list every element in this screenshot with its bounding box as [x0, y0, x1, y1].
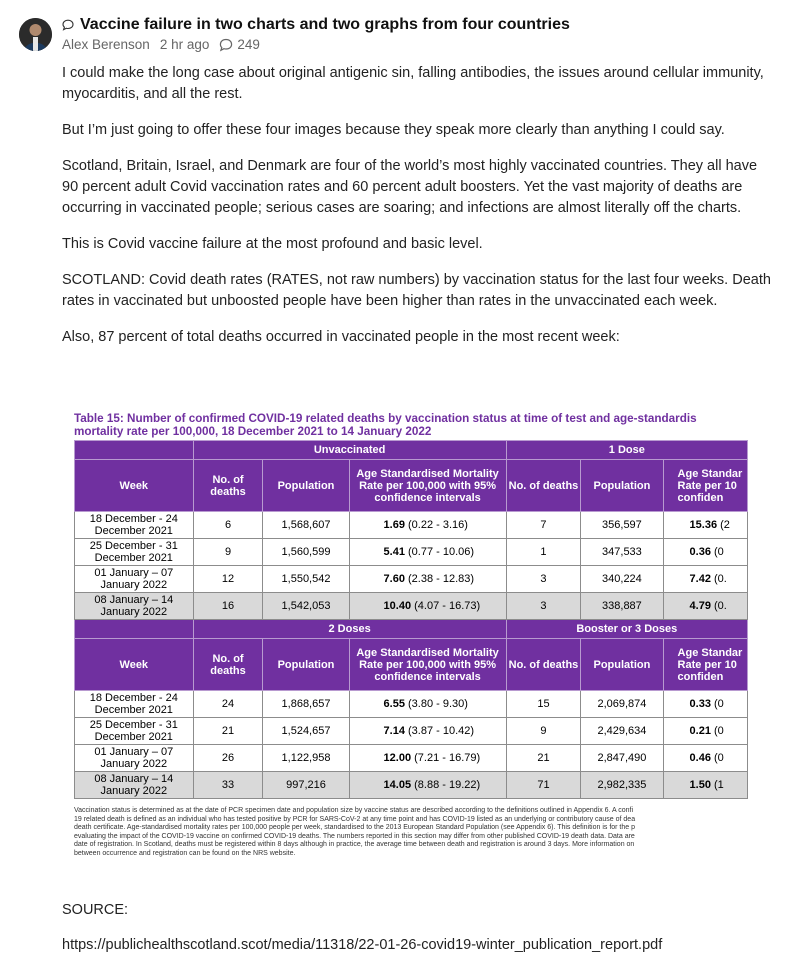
cell-rate: 1.69 (0.22 - 3.16): [349, 512, 506, 539]
table-row: [75, 512, 748, 539]
table-row: [75, 718, 748, 745]
cell-population: 1,550,542: [263, 566, 349, 593]
cell-population: 1,560,599: [263, 539, 349, 566]
report-footnote: [74, 807, 748, 859]
table-row: [75, 593, 748, 620]
cell-population: 2,982,335: [581, 772, 663, 799]
group-header-blank: [75, 620, 194, 639]
source-link[interactable]: https://publichealthscotland.scot/media/11318/22-01-26-covid19-winter_publication_report.pdf: [62, 937, 663, 953]
cell-rate: 0.33 (0: [663, 691, 747, 718]
cell-deaths: 15: [506, 691, 581, 718]
col-population: Population: [581, 460, 663, 512]
comments-link[interactable]: [219, 37, 260, 52]
footnote-line: between occurrence and registration can be found on the NRS website.: [74, 849, 296, 857]
cell-rate-value: 4.79: [689, 600, 711, 612]
paragraph: Also, 87 percent of total deaths occurred in vaccinated people in the most recent week:: [62, 329, 620, 345]
cell-deaths: 21: [506, 745, 581, 772]
group-header-row: [75, 441, 748, 460]
paragraph: Scotland, Britain, Israel, and Denmark are four of the world’s most highly vaccinated countries. They all have 90 percent adult Covid vaccination rates and 60 percent adult boosters. Yet the vast majority of deaths are occurring in vaccinated people; serious cases are soaring; and infections are almost literally off the charts.: [62, 158, 758, 216]
cell-rate: 10.40 (4.07 - 16.73): [349, 593, 506, 620]
cell-rate: 7.60 (2.38 - 12.83): [349, 566, 506, 593]
cell-rate-value: 7.60: [383, 573, 405, 585]
cell-rate-value: 0.33: [689, 698, 711, 710]
cell-rate: 0.36 (0: [663, 539, 747, 566]
cell-week: 25 December - 31 December 2021: [75, 718, 194, 745]
col-deaths: No. of deaths: [193, 460, 263, 512]
col-week: Week: [75, 460, 194, 512]
table-row: [75, 772, 748, 799]
cell-population: 2,429,634: [581, 718, 663, 745]
cell-week: 18 December - 24 December 2021: [75, 691, 194, 718]
column-header-row: [75, 460, 748, 512]
cell-rate-value: 12.00: [383, 752, 412, 764]
cell-deaths: 6: [193, 512, 263, 539]
footnote-line: 19 related death is defined as an individual who has tested positive by PCR for SARS-CoV-2 at any time point and has COVID-19 listed as an underlying or contributory cause of dea: [74, 815, 636, 823]
cell-deaths: 16: [193, 593, 263, 620]
cell-population: 1,868,657: [263, 691, 349, 718]
cell-rate: 0.46 (0: [663, 745, 747, 772]
cell-deaths: 9: [193, 539, 263, 566]
col-deaths: No. of deaths: [506, 460, 581, 512]
post-body: [62, 63, 777, 363]
cell-population: 1,122,958: [263, 745, 349, 772]
author-avatar[interactable]: [19, 18, 52, 51]
cell-rate: 15.36 (2: [663, 512, 747, 539]
cell-week: 01 January – 07 January 2022: [75, 745, 194, 772]
comment-count: 249: [237, 37, 260, 52]
cell-population: 1,524,657: [263, 718, 349, 745]
cell-rate-value: 14.05: [383, 779, 412, 791]
cell-deaths: 12: [193, 566, 263, 593]
post-time: 2 hr ago: [159, 37, 210, 52]
cell-population: 338,887: [581, 593, 663, 620]
paragraph: I could make the long case about original antigenic sin, falling antibodies, the issues around cellular immunity, myocarditis, and all the rest.: [62, 65, 764, 102]
col-deaths: No. of deaths: [193, 639, 263, 691]
col-deaths: No. of deaths: [506, 639, 581, 691]
paragraph: This is Covid vaccine failure at the most profound and basic level.: [62, 236, 483, 252]
footnote-line: death certificate. Age-standardised mortality rates per 100,000 people per week, standardised to the 2013 European Standard Population (see Appendix 6). This definition is for the p: [74, 824, 636, 832]
group-header-right: 1 Dose: [506, 441, 747, 460]
cell-rate: 14.05 (8.88 - 19.22): [349, 772, 506, 799]
cell-rate: 6.55 (3.80 - 9.30): [349, 691, 506, 718]
cell-rate-value: 6.55: [383, 698, 405, 710]
cell-deaths: 33: [193, 772, 263, 799]
cell-rate-value: 7.14: [383, 725, 405, 737]
group-header-row: [75, 620, 748, 639]
cell-deaths: 3: [506, 593, 581, 620]
paragraph: But I’m just going to offer these four images because they speak more clearly than anything I could say.: [62, 122, 725, 138]
deaths-table: [74, 440, 748, 799]
cell-week: 08 January – 14 January 2022: [75, 772, 194, 799]
cell-rate-value: 1.69: [383, 519, 405, 531]
cell-deaths: 7: [506, 512, 581, 539]
group-header-left: 2 Doses: [193, 620, 506, 639]
cell-week: 08 January – 14 January 2022: [75, 593, 194, 620]
cell-population: 347,533: [581, 539, 663, 566]
cell-population: 1,542,053: [263, 593, 349, 620]
col-population: Population: [263, 460, 349, 512]
col-population: Population: [263, 639, 349, 691]
col-rate-cut: Age Standar Rate per 10 confiden: [663, 639, 747, 691]
cell-rate-value: 5.41: [383, 546, 405, 558]
cell-rate: 1.50 (1: [663, 772, 747, 799]
table-row: [75, 566, 748, 593]
avatar-image: [19, 18, 52, 51]
cell-week: 01 January – 07 January 2022: [75, 566, 194, 593]
report-title: [74, 412, 748, 438]
cell-deaths: 21: [193, 718, 263, 745]
post-title[interactable]: Vaccine failure in two charts and two graphs from four countries: [80, 16, 570, 33]
author-name[interactable]: Alex Berenson: [62, 37, 150, 52]
cell-population: 1,568,607: [263, 512, 349, 539]
group-header-right: Booster or 3 Doses: [506, 620, 747, 639]
cell-rate: 7.14 (3.87 - 10.42): [349, 718, 506, 745]
cell-deaths: 71: [506, 772, 581, 799]
group-header-left: Unvaccinated: [193, 441, 506, 460]
cell-rate: 0.21 (0: [663, 718, 747, 745]
post-title-row[interactable]: [62, 16, 781, 34]
comment-bubble-icon: [62, 19, 74, 31]
table-row: [75, 745, 748, 772]
paragraph: SCOTLAND: Covid death rates (RATES, not raw numbers) by vaccination status for the last four weeks. Death rates in vaccinated but unboosted people have been higher than rates in the unvaccinated each week.: [62, 272, 771, 309]
cell-rate: 4.79 (0.: [663, 593, 747, 620]
cell-rate: 5.41 (0.77 - 10.06): [349, 539, 506, 566]
footnote-line: evaluating the impact of the COVID-19 vaccine on confirmed COVID-19 deaths. The numbers reported in this section may differ from other published COVID-19 death data. Data are: [74, 832, 635, 840]
column-header-row: [75, 639, 748, 691]
cell-rate-value: 7.42: [689, 573, 711, 585]
report-table-image[interactable]: [74, 412, 748, 878]
col-rate-cut: Age Standar Rate per 10 confiden: [663, 460, 747, 512]
cell-deaths: 26: [193, 745, 263, 772]
post-header: [62, 16, 781, 52]
footnote-line: Vaccination status is determined as at the date of PCR specimen date and population size by vaccine status are described according to the definitions outlined in Appendix 6. A confi: [74, 807, 634, 814]
cell-rate: 7.42 (0.: [663, 566, 747, 593]
cell-rate-value: 0.21: [689, 725, 711, 737]
cell-deaths: 9: [506, 718, 581, 745]
cell-population: 2,847,490: [581, 745, 663, 772]
col-rate: Age Standardised Mortality Rate per 100,000 with 95% confidence intervals: [349, 639, 506, 691]
col-population: Population: [581, 639, 663, 691]
cell-deaths: 24: [193, 691, 263, 718]
table-row: [75, 539, 748, 566]
cell-week: 18 December - 24 December 2021: [75, 512, 194, 539]
cell-rate-value: 0.36: [689, 546, 711, 558]
table-row: [75, 691, 748, 718]
cell-population: 356,597: [581, 512, 663, 539]
post-meta: [62, 37, 781, 52]
col-week: Week: [75, 639, 194, 691]
report-title-line: mortality rate per 100,000, 18 December 2021 to 14 January 2022: [74, 425, 432, 438]
comment-bubble-icon: [219, 38, 233, 52]
cell-rate-value: 0.46: [689, 752, 711, 764]
report-title-line: Table 15: Number of confirmed COVID-19 related deaths by vaccination status at time of test and age-standardis: [74, 412, 697, 425]
cell-population: 997,216: [263, 772, 349, 799]
cell-rate-value: 10.40: [383, 600, 412, 612]
source-label: SOURCE:: [62, 902, 129, 918]
cell-week: 25 December - 31 December 2021: [75, 539, 194, 566]
group-header-blank: [75, 441, 194, 460]
cell-deaths: 3: [506, 566, 581, 593]
cell-population: 2,069,874: [581, 691, 663, 718]
cell-population: 340,224: [581, 566, 663, 593]
cell-rate-value: 15.36: [689, 519, 718, 531]
cell-rate: 12.00 (7.21 - 16.79): [349, 745, 506, 772]
cell-rate-value: 1.50: [689, 779, 711, 791]
col-rate: Age Standardised Mortality Rate per 100,000 with 95% confidence intervals: [349, 460, 506, 512]
cell-deaths: 1: [506, 539, 581, 566]
footnote-line: date of registration. In Scotland, deaths must be registered within 8 days although in practice, the average time between death and registration is around 3 days. More information on: [74, 841, 635, 849]
